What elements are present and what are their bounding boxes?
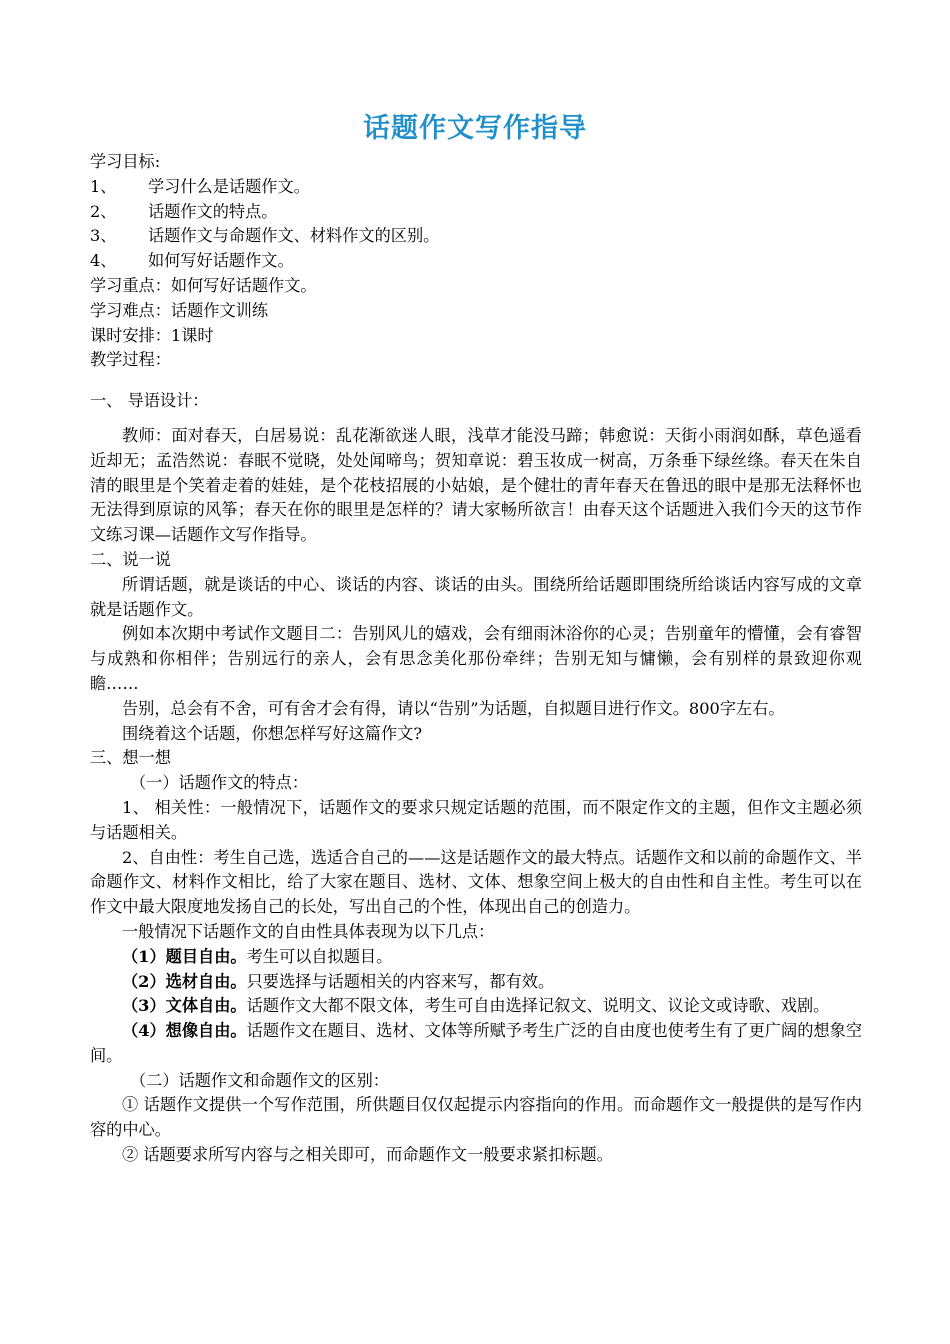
objective-item — [90, 175, 862, 200]
objective-item — [90, 200, 862, 225]
freedom-label: （4）想像自由。 — [122, 1021, 247, 1041]
freedom-text: 话题作文大都不限文体，考生可自由选择记叙文、说明文、议论文或诗歌、戏剧。 — [246, 996, 830, 1016]
difference-item: ① 话题作文提供一个写作范围，所供题目仅仅起提示内容指向的作用。而命题作文一般提供的是写作内容的中心。 — [90, 1095, 862, 1140]
section3-subheading: （二）话题作文和命题作文的区别： — [130, 1070, 389, 1090]
objective-text: 如何写好话题作文。 — [148, 251, 294, 271]
section2-paragraph: 围绕着这个话题，你想怎样写好这篇作文? — [122, 723, 423, 743]
objective-text: 学习什么是话题作文。 — [148, 176, 310, 196]
freedom-item — [90, 945, 862, 970]
freedom-item — [90, 994, 862, 1019]
objective-number: 2、 — [90, 201, 117, 221]
section3-subheading: （一）话题作文的特点： — [130, 773, 309, 793]
section2-heading: 二、说一说 — [90, 549, 171, 569]
objective-item — [90, 224, 862, 249]
objective-number: 1、 — [90, 176, 117, 196]
section1-heading: 一、 导语设计： — [90, 391, 209, 411]
section2-paragraph: 例如本次期中考试作文题目二：告别风儿的嬉戏，会有细雨沐浴你的心灵；告别童年的懵懂，会有睿智与成熟和你相伴；告别远行的亲人，会有思念美化那份牵绊；告别无知与慵懒，会有别样的景致迎你观瞻…… — [90, 624, 862, 693]
difference-item: ② 话题要求所写内容与之相关即可，而命题作文一般要求紧扣标题。 — [122, 1145, 613, 1165]
objective-item — [90, 249, 862, 274]
freedom-text: 考生可以自拟题目。 — [246, 946, 393, 966]
teaching-process: 教学过程： — [90, 350, 171, 370]
section1-paragraph: 教师：面对春天，白居易说：乱花渐欲迷人眼，浅草才能没马蹄；韩愈说：天街小雨润如酥，草色遥看近却无；孟浩然说：春眠不觉晓，处处闻啼鸟；贺知章说：碧玉妆成一树高，万条垂下绿丝绦。春天在朱自清的眼里是个笑着走着的娃娃，是个花枝招展的小姑娘，是个健壮的青年春天在鲁迅的眼中是那无法释怀也无法得到原谅的风筝；春天在你的眼里是怎样的？请大家畅所欲言！由春天这个话题进入我们今天的这节作文练习课—话题作文写作指导。 — [90, 425, 862, 545]
section2-paragraph: 告别，总会有不舍，可有舍才会有得，请以“告别”为话题，自拟题目进行作文。800字左右。 — [122, 698, 785, 718]
section3-paragraph: 一般情况下话题作文的自由性具体表现为以下几点： — [122, 921, 495, 941]
learning-difficulty: 学习难点：话题作文训练 — [90, 300, 269, 320]
objective-text: 话题作文与命题作文、材料作文的区别。 — [148, 226, 440, 246]
objective-text: 话题作文的特点。 — [148, 201, 278, 221]
class-schedule: 课时安排：1课时 — [90, 325, 214, 345]
section3-paragraph: 1、 相关性：一般情况下，话题作文的要求只规定话题的范围，而不限定作文的主题，但作文主题必须与话题相关。 — [90, 797, 862, 842]
freedom-text: 话题作文在题目、选材、文体等所赋予考生广泛的自由度也使考生有了更广阔的想象空间。 — [90, 1021, 863, 1065]
freedom-label: （2）选材自由。 — [122, 971, 247, 991]
freedom-label: （1）题目自由。 — [122, 946, 247, 966]
objective-number: 3、 — [90, 226, 117, 246]
freedom-item — [90, 970, 862, 995]
objectives-heading: 学习目标: — [90, 152, 161, 171]
section3-paragraph: 2、自由性：考生自己选，选适合自己的——这是话题作文的最大特点。话题作文和以前的命题作文、半命题作文、材料作文相比，给了大家在题目、选材、文体、想象空间上极大的自由性和自主性。考生可以在作文中最大限度地发扬自己的长处，写出自己的个性，体现出自己的创造力。 — [90, 847, 862, 917]
learning-focus: 学习重点：如何写好话题作文。 — [90, 275, 317, 295]
freedom-item — [90, 1019, 862, 1069]
objective-number: 4、 — [90, 251, 117, 271]
freedom-text: 只要选择与话题相关的内容来写，都有效。 — [246, 971, 555, 991]
document-body — [90, 150, 862, 1168]
freedom-label: （3）文体自由。 — [122, 996, 247, 1016]
document-title: 话题作文写作指导 — [363, 113, 587, 144]
section3-heading: 三、想一想 — [90, 748, 171, 768]
section2-paragraph: 所谓话题，就是谈话的中心、谈话的内容、谈话的由头。围绕所给话题即围绕所给谈话内容写成的文章就是话题作文。 — [90, 574, 862, 619]
